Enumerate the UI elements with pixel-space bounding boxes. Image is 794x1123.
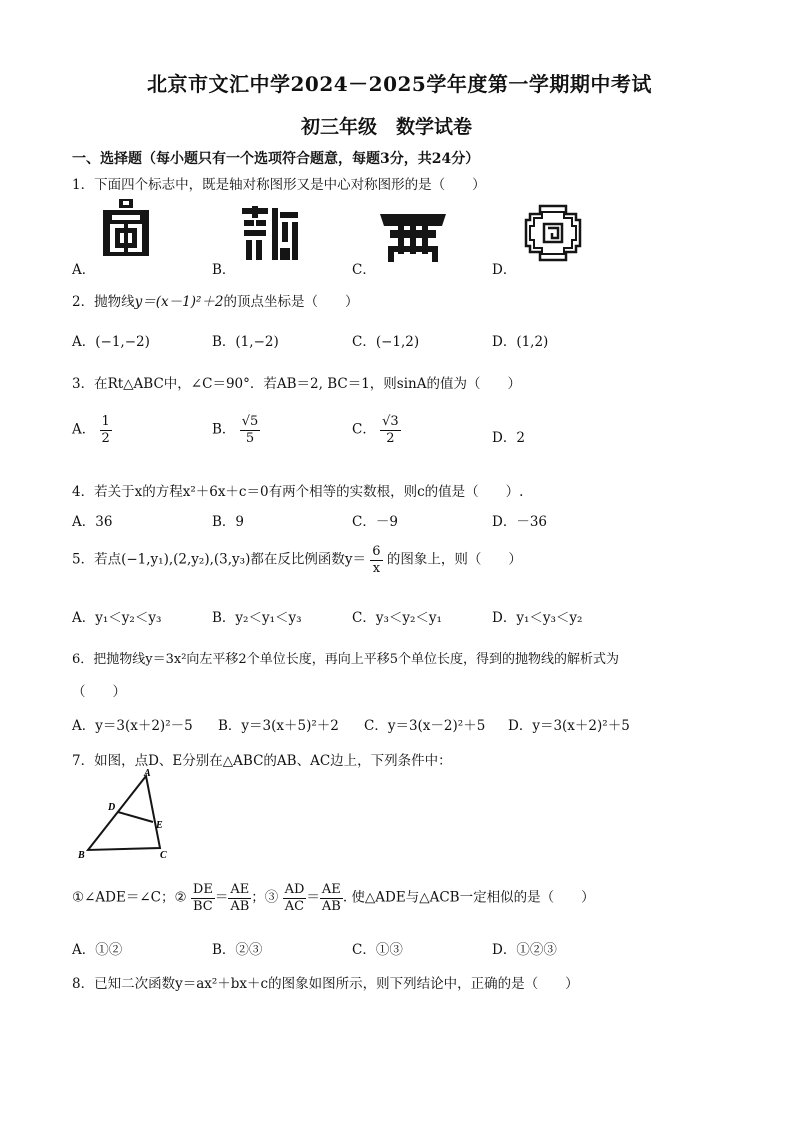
equals-sign: ＝ [306,889,320,906]
figure-label-a: A [144,768,151,779]
logo-c-icon [378,210,448,262]
q1-option-b: B． [212,262,236,278]
question-3: 3．在Rt△ABC中，∠C＝90°．若AB＝2, BC＝1，则sinA的值为（ ） [72,376,521,392]
figure-label-d: D [108,802,116,813]
q3-option-b [212,414,260,446]
question-1: 1．下面四个标志中，既是轴对称图形又是中心对称图形的是（ ） [72,177,486,193]
q3-option-c [352,414,401,446]
q3-option-b-label: B． [212,421,236,438]
page-subtitle: 初三年级 数学试卷 [301,116,473,138]
section-heading: 一、选择题（每小题只有一个选项符合题意，每题3分，共24分） [72,151,480,167]
question-7-conditions [72,882,595,914]
denominator: x [372,560,381,576]
logo-d-icon [524,204,582,262]
denominator: BC [192,898,213,914]
figure-label-e: E [156,820,163,831]
q5-option-b: B．y₂＜y₁＜y₃ [212,610,302,626]
q4-option-b: B．9 [212,514,245,530]
q7-cond3: ；③ [251,889,279,906]
q6-option-b: B．y＝3(x＋5)²＋2 [218,718,339,734]
q5-option-c: C．y₃＜y₂＜y₁ [352,610,442,626]
q7-option-c: C．①③ [352,942,403,958]
denominator: 2 [386,430,395,446]
numerator: 1 [101,414,110,429]
q5-fraction [370,544,382,576]
q7-fraction-ae-ab [228,882,251,914]
denominator: 5 [245,430,255,446]
q7-option-d: D．①②③ [492,942,557,958]
q1-option-c: C． [352,262,376,278]
q2-option-b: B．(1,−2) [212,334,279,350]
q2-formula: y＝(x－1)²＋2 [134,294,224,310]
numerator: AE [321,882,341,897]
triangle-figure [72,766,182,866]
q4-option-c: C．－9 [352,514,398,530]
q3-option-d: D．2 [492,430,525,446]
q2-stem-after: 的顶点坐标是（ ） [223,294,359,310]
denominator: AB [321,898,341,914]
q6-option-c: C．y＝3(x－2)²＋5 [364,718,486,734]
numerator: 6 [372,544,381,559]
q3-option-c-fraction [380,414,401,446]
q5-option-d: D．y₁＜y₃＜y₂ [492,610,583,626]
q3-option-c-label: C． [352,421,376,438]
q3-option-a-fraction [100,414,112,446]
q6-option-d: D．y＝3(x＋2)²＋5 [508,718,630,734]
q4-option-d: D．－36 [492,514,548,530]
denominator: AC [284,898,305,914]
numerator: AD [284,882,305,897]
q2-option-c: C．(−1,2) [352,334,420,350]
q2-option-a: A．(−1,−2) [72,334,150,350]
figure-label-b: B [78,850,85,861]
question-4: 4．若关于x的方程x²＋6x＋c＝0有两个相等的实数根，则c的值是（ ）. [72,484,524,500]
numerator: √3 [382,414,399,429]
q3-option-b-fraction [240,414,261,446]
logo-b-icon [242,206,300,262]
question-8: 8．已知二次函数y＝ax²＋bx＋c的图象如图所示，则下列结论中，正确的是（ ） [72,976,579,992]
logo-a-icon [100,198,152,260]
question-5 [72,544,522,576]
q2-stem-before: 2．抛物线 [72,294,135,310]
denominator: AB [230,898,250,914]
numerator: DE [192,882,213,897]
q7-fraction-ae-ab-2 [320,882,343,914]
q6-option-a: A．y＝3(x＋2)²－5 [72,718,193,734]
numerator: √5 [241,414,259,429]
q1-option-a: A． [72,262,96,278]
denominator: 2 [101,430,110,446]
question-2 [72,290,358,310]
q5-stem-before: 5．若点(−1,y₁),(2,y₂),(3,y₃)都在反比例函数y＝ [72,551,366,568]
q4-option-a: A．36 [72,514,113,530]
q5-option-a: A．y₁＜y₂＜y₃ [72,610,162,626]
q7-cond1: ①∠ADE＝∠C；② [72,889,187,906]
q7-fraction-de-bc [191,882,215,914]
q5-stem-after: 的图象上，则（ ） [386,551,522,568]
question-6-paren: （ ） [72,684,126,700]
page-title: 北京市文汇中学2024－2025学年度第一学期期中考试 [147,72,652,96]
q7-option-a: A．①② [72,942,123,958]
q3-option-a-label: A． [72,421,96,438]
q2-option-d: D．(1,2) [492,334,549,350]
q7-tail: . 使△ADE与△ACB一定相似的是（ ） [342,889,595,906]
numerator: AE [230,882,250,897]
q7-fraction-ad-ac [283,882,307,914]
equals-sign: ＝ [214,889,229,906]
q7-option-b: B．②③ [212,942,263,958]
figure-label-c: C [160,850,167,861]
question-6: 6．把抛物线y＝3x²向左平移2个单位长度，再向上平移5个单位长度，得到的抛物线的解析式为 [72,652,619,667]
q3-option-a [72,414,112,446]
q1-option-d: D． [492,262,517,278]
question-7: 7．如图，点D、E分别在△ABC的AB、AC边上，下列条件中： [72,753,452,769]
